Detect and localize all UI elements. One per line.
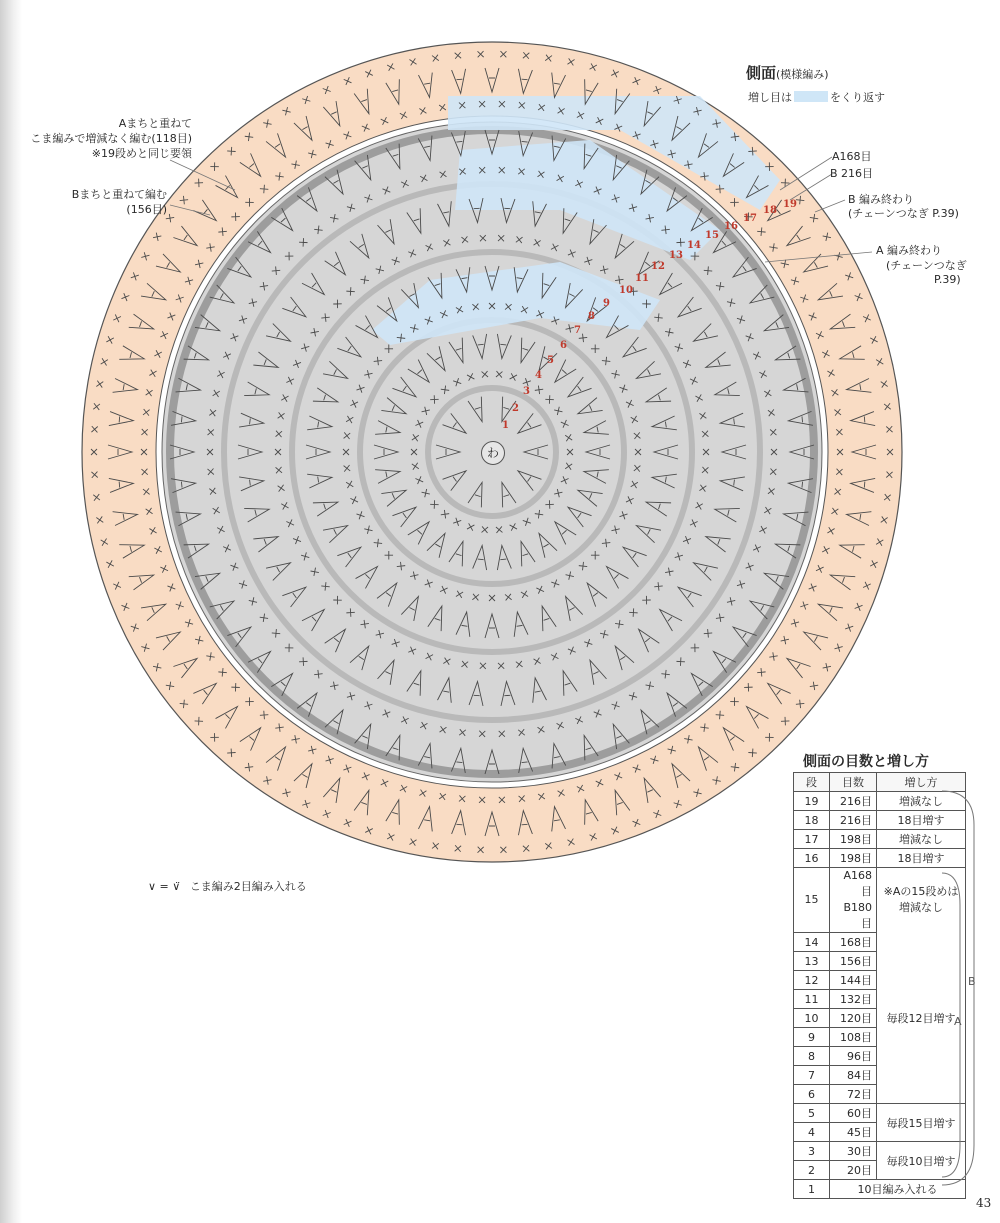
row-number-marker: 7 — [574, 325, 581, 336]
side-subtitle: (模様編み) — [776, 68, 829, 81]
row-number-marker: 5 — [547, 355, 554, 366]
stitch-count-a: A168目 — [843, 869, 872, 898]
method-note-2: 増減なし — [899, 901, 943, 915]
stitch-count: 120目 — [830, 1009, 877, 1028]
row-number-marker: 16 — [724, 221, 738, 232]
left-a-line-3: ※19段めと同じ要領 — [91, 147, 192, 160]
merged-method-12: 毎段12目増す — [877, 933, 966, 1104]
legend-text: こま編み2目編み入れる — [189, 880, 307, 893]
stitch-count: 60目 — [830, 1104, 877, 1123]
brace-b-line — [942, 791, 974, 1185]
row-number-marker: 1 — [502, 420, 509, 431]
stitch-count: 20目 — [830, 1161, 877, 1180]
row-number: 1 — [794, 1180, 830, 1199]
row-number: 17 — [794, 830, 830, 849]
row-number-marker: 4 — [535, 370, 542, 381]
row-number: 7 — [794, 1066, 830, 1085]
stitch-count: 156目 — [830, 952, 877, 971]
row-number-marker: 10 — [619, 285, 633, 296]
stitch-count-split — [830, 868, 877, 933]
row-number-marker: 15 — [705, 230, 719, 241]
page-number: 43 — [976, 1196, 992, 1210]
stitch-count-b: B180目 — [843, 901, 872, 930]
row-number-marker: 11 — [635, 273, 649, 284]
increase-note — [748, 91, 885, 105]
row-number-marker: 19 — [783, 199, 797, 210]
brace-a-label: A — [954, 1015, 962, 1028]
row-number: 4 — [794, 1123, 830, 1142]
b-count-label: B 216目 — [830, 167, 874, 180]
b-end-note: (チェーンつなぎ P.39) — [848, 207, 959, 220]
row-number-marker: 2 — [512, 403, 519, 414]
increase-method: 増減なし — [877, 792, 966, 811]
stitch-count: 84目 — [830, 1066, 877, 1085]
row-number-marker: 6 — [560, 340, 567, 351]
increase-note-after: をくり返す — [830, 91, 885, 104]
row-number: 13 — [794, 952, 830, 971]
row-number-marker: 14 — [687, 240, 701, 251]
increase-method: 18目増す — [877, 811, 966, 830]
row-number-marker: 3 — [523, 386, 530, 397]
left-a-line-1: Aまちと重ねて — [118, 117, 192, 130]
row-number: 3 — [794, 1142, 830, 1161]
method-note-1: ※Aの15段めは — [883, 885, 959, 899]
left-b-line-2: (156目) — [126, 203, 167, 216]
side-title — [746, 66, 829, 82]
header-method: 増し方 — [877, 773, 966, 792]
row-number: 6 — [794, 1085, 830, 1104]
increase-method: 増減なし — [877, 830, 966, 849]
stitch-count: 198目 — [830, 849, 877, 868]
stitch-count-start: 10目編み入れる — [830, 1180, 966, 1199]
row-number: 16 — [794, 849, 830, 868]
row-number: 10 — [794, 1009, 830, 1028]
row-number: 19 — [794, 792, 830, 811]
b-end-label: B 編み終わり — [848, 193, 915, 206]
row-number: 11 — [794, 990, 830, 1009]
a-end-note: (チェーンつなぎ — [886, 259, 967, 272]
row-number-marker: 18 — [763, 205, 777, 216]
left-b-line-1: Bまちと重ねて編む — [71, 188, 167, 201]
stitch-count: 30目 — [830, 1142, 877, 1161]
row-number: 5 — [794, 1104, 830, 1123]
row-number: 12 — [794, 971, 830, 990]
table-brace-lines — [940, 785, 980, 1190]
row-number: 2 — [794, 1161, 830, 1180]
stitch-count: 216目 — [830, 792, 877, 811]
left-a-line-2: こま編みで増減なく編む(118目) — [30, 132, 192, 145]
stitch-count: 45目 — [830, 1123, 877, 1142]
row-number-marker: 8 — [588, 311, 595, 322]
row-number: 15 — [794, 868, 830, 933]
legend-symbol: ∨ = ∨̈ — [148, 880, 181, 893]
increase-method: 18目増す — [877, 849, 966, 868]
stitch-count: 216目 — [830, 811, 877, 830]
a-count-label: A168目 — [832, 150, 872, 163]
a-end-page: P.39) — [934, 273, 961, 286]
a-end-label: A 編み終わり — [876, 244, 943, 257]
stitch-count: 144目 — [830, 971, 877, 990]
merged-method-15: 毎段15目増す — [877, 1104, 966, 1142]
row-number: 8 — [794, 1047, 830, 1066]
stitch-count: 198目 — [830, 830, 877, 849]
table-title: 側面の目数と増し方 — [803, 754, 929, 770]
merged-method-10: 毎段10目増す — [877, 1142, 966, 1180]
stitch-count: 96目 — [830, 1047, 877, 1066]
increase-note-before: 増し目は — [748, 91, 792, 104]
stitch-count: 168目 — [830, 933, 877, 952]
stitch-count: 72目 — [830, 1085, 877, 1104]
row-number-marker: 9 — [603, 298, 610, 309]
row-number-marker: 12 — [651, 261, 665, 272]
side-title-text: 側面 — [746, 64, 777, 82]
brace-b-label: B — [968, 975, 976, 988]
stitch-count: 108目 — [830, 1028, 877, 1047]
row-number-marker: 17 — [743, 213, 757, 224]
header-count: 目数 — [830, 773, 877, 792]
header-row: 段 — [794, 773, 830, 792]
row-number: 14 — [794, 933, 830, 952]
stitch-count: 132目 — [830, 990, 877, 1009]
row-number: 18 — [794, 811, 830, 830]
center-magic-ring: わ — [481, 441, 505, 465]
row-number-marker: 13 — [669, 250, 683, 261]
highlight-swatch — [794, 91, 828, 102]
stitch-legend — [148, 878, 307, 894]
row-number: 9 — [794, 1028, 830, 1047]
